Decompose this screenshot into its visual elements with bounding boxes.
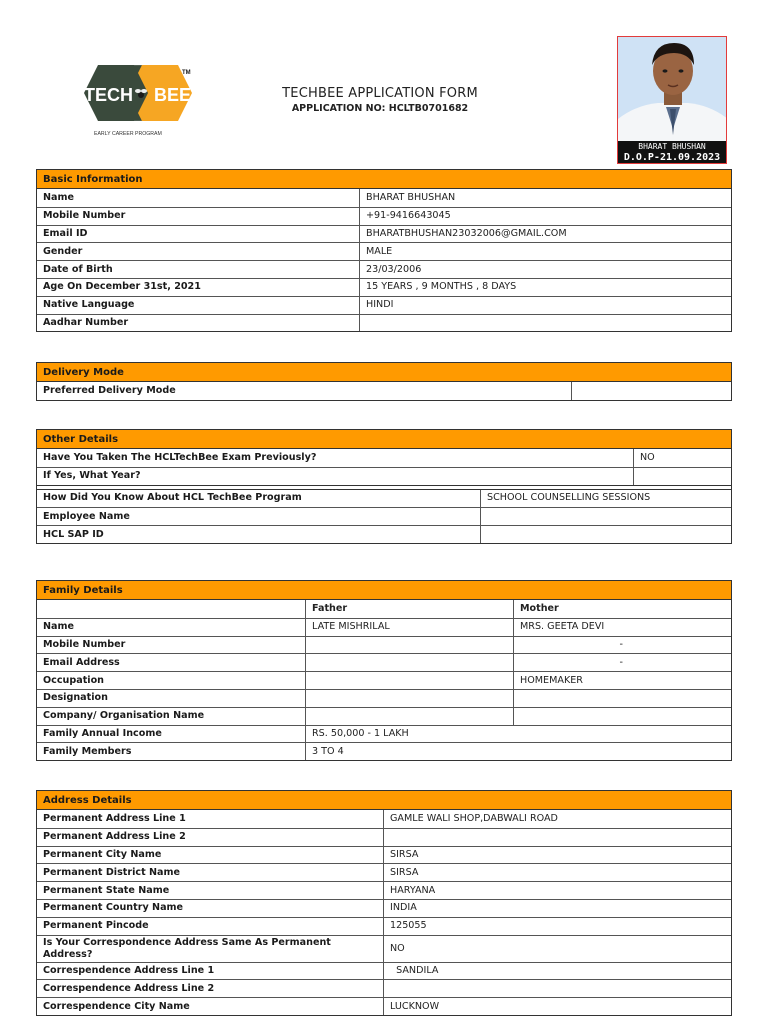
field-value: SIRSA [383, 847, 731, 864]
table-row [37, 899, 731, 917]
field-value: +91-9416643045 [359, 208, 731, 225]
field-label: Family Annual Income [43, 727, 162, 739]
logo-tm: TM [182, 70, 191, 76]
other-details-section [36, 429, 732, 544]
table-row [37, 881, 731, 899]
table-row [37, 725, 731, 743]
mother-value: - [513, 637, 731, 654]
table-row [37, 917, 731, 935]
applicant-photo [617, 36, 727, 164]
table-header-row [37, 600, 731, 618]
field-value: BHARATBHUSHAN23032006@GMAIL.COM [359, 226, 731, 243]
table-row [37, 636, 731, 654]
basic-information-section [36, 169, 732, 332]
family-income-value: RS. 50,000 - 1 LAKH [305, 726, 731, 743]
table-row [37, 525, 731, 543]
father-value [305, 690, 513, 707]
table-row [37, 618, 731, 636]
delivery-mode-section [36, 362, 732, 401]
field-label: Permanent Address Line 1 [43, 812, 186, 824]
table-row [37, 296, 731, 314]
table-row [37, 742, 731, 760]
field-label: Have You Taken The HCLTechBee Exam Previously? [43, 451, 317, 463]
table-row [37, 962, 731, 980]
field-value [383, 980, 731, 997]
table-row [37, 810, 731, 828]
field-value: HINDI [359, 297, 731, 314]
field-value: MALE [359, 243, 731, 260]
family-details-section [36, 580, 732, 761]
field-label: Preferred Delivery Mode [43, 384, 176, 396]
address-details-section [36, 790, 732, 1016]
field-label: Permanent State Name [43, 884, 170, 896]
table-row [37, 863, 731, 881]
mother-value: MRS. GEETA DEVI [513, 619, 731, 636]
field-value [480, 508, 731, 525]
mother-value [513, 690, 731, 707]
table-row [37, 225, 731, 243]
table-row [37, 507, 731, 525]
field-label: How Did You Know About HCL TechBee Program [43, 492, 302, 504]
field-value: SCHOOL COUNSELLING SESSIONS [480, 490, 731, 508]
father-value [305, 637, 513, 654]
field-label: Gender [43, 245, 83, 257]
field-label: Permanent City Name [43, 848, 162, 860]
field-label: Name [43, 621, 75, 633]
column-header-mother: Mother [513, 600, 731, 618]
field-label: Is Your Correspondence Address Same As Permanent Address? [43, 936, 331, 960]
field-label: Correspendence Address Line 2 [43, 982, 215, 994]
father-value [305, 654, 513, 671]
table-row [37, 979, 731, 997]
section-title: Other Details [37, 430, 731, 449]
table-row [37, 707, 731, 725]
field-label: Date of Birth [43, 263, 113, 275]
table-row [37, 207, 731, 225]
field-label: Email Address [43, 656, 120, 668]
field-value: NO [383, 936, 731, 962]
table-row [37, 671, 731, 689]
field-label: Mobile Number [43, 638, 126, 650]
mother-value: HOMEMAKER [513, 672, 731, 689]
field-label: Permanent Address Line 2 [43, 831, 186, 843]
table-row [37, 260, 731, 278]
section-title: Family Details [37, 581, 731, 600]
application-number: APPLICATION NO: HCLTB0701682 [291, 103, 469, 114]
table-row [37, 278, 731, 296]
field-value: HARYANA [383, 882, 731, 899]
table-row [37, 828, 731, 846]
logo-text-right: BEE [154, 85, 192, 105]
field-label: Email ID [43, 227, 88, 239]
field-value: SANDILA [383, 963, 731, 980]
empty-header-cell [37, 600, 305, 618]
family-members-value: 3 TO 4 [305, 743, 731, 760]
field-label: Permanent Pincode [43, 920, 149, 932]
table-row [37, 653, 731, 671]
table-row [37, 490, 731, 508]
table-row [37, 997, 731, 1015]
field-label: Designation [43, 692, 108, 704]
field-label: Aadhar Number [43, 316, 129, 328]
photo-name: BHARAT BHUSHAN [638, 142, 706, 151]
table-row [37, 382, 731, 400]
field-label: Age On December 31st, 2021 [43, 281, 201, 293]
field-label: HCL SAP ID [43, 528, 104, 540]
field-value [383, 829, 731, 846]
field-label: Employee Name [43, 510, 130, 522]
field-value: BHARAT BHUSHAN [359, 189, 731, 207]
techbee-logo [80, 62, 200, 140]
field-label: Name [43, 191, 75, 203]
field-label: Company/ Organisation Name [43, 710, 205, 722]
field-value [480, 526, 731, 543]
table-row [37, 846, 731, 864]
field-label: Correspendence City Name [43, 1000, 190, 1012]
field-label: If Yes, What Year? [43, 470, 141, 482]
table-row [37, 935, 731, 962]
photo-caption [618, 141, 726, 163]
field-value: 23/03/2006 [359, 261, 731, 278]
table-row [37, 689, 731, 707]
logo-text-left: TECH [84, 85, 133, 105]
table-row [37, 467, 731, 485]
table-row [37, 242, 731, 260]
field-value: NO [633, 449, 731, 467]
field-value: LUCKNOW [383, 998, 731, 1015]
logo-tagline: EARLY CAREER PROGRAM [94, 131, 162, 137]
mother-value [513, 708, 731, 725]
field-value: 125055 [383, 918, 731, 935]
table-row [37, 314, 731, 332]
field-value: SIRSA [383, 864, 731, 881]
field-label: Native Language [43, 299, 135, 311]
form-title: TECHBEE APPLICATION FORM [282, 86, 478, 101]
table-row [37, 449, 731, 467]
field-value [359, 315, 731, 332]
field-value [633, 468, 731, 485]
field-value: 15 YEARS , 9 MONTHS , 8 DAYS [359, 279, 731, 296]
father-value [305, 672, 513, 689]
field-value: GAMLE WALI SHOP,DABWALI ROAD [383, 810, 731, 828]
section-title: Delivery Mode [37, 363, 731, 382]
field-label: Correspendence Address Line 1 [43, 964, 215, 976]
field-label: Occupation [43, 674, 104, 686]
photo-date: D.O.P-21.09.2023 [623, 152, 721, 163]
section-title: Address Details [37, 791, 731, 810]
field-label: Family Members [43, 745, 132, 757]
field-value: INDIA [383, 900, 731, 917]
table-row [37, 189, 731, 207]
field-label: Mobile Number [43, 210, 126, 222]
father-value: LATE MISHRILAL [305, 619, 513, 636]
mother-value: - [513, 654, 731, 671]
field-label: Permanent District Name [43, 866, 181, 878]
column-header-father: Father [305, 600, 513, 618]
section-title: Basic Information [37, 170, 731, 189]
field-label: Permanent Country Name [43, 902, 184, 914]
father-value [305, 708, 513, 725]
field-value [571, 382, 731, 400]
